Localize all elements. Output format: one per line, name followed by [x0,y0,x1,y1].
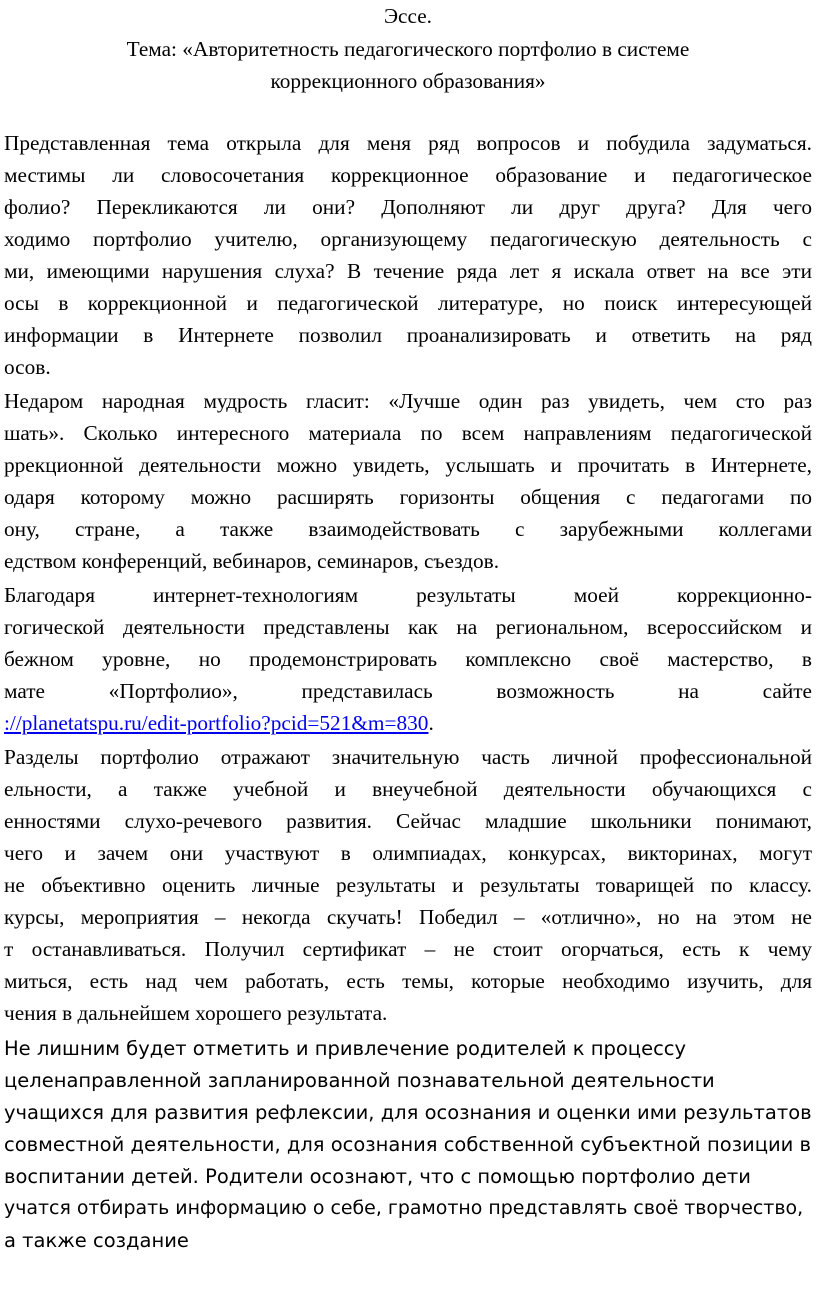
paragraph-4-line: т останавливаться. Получил сертификат – не стоит огорчаться, есть к чему [4,937,812,961]
paragraph-1-line: фолио? Перекликаются ли они? Дополняют ли друг друга? Для чего [4,195,812,219]
paragraph-1-line: Представленная тема открыла для меня ряд вопросов и побудила задуматься. [4,131,812,155]
paragraph-4-line: Разделы портфолио отражают значительную часть личной профессиональной [4,745,812,769]
paragraph-4-line: ельности, а также учебной и внеучебной деятельности обучающихся с [4,777,812,801]
paragraph-3-line: Благодаря интернет-технологиям результаты моей коррекционно- [4,583,812,607]
paragraph-2-line: едством конференций, вебинаров, семинаров, съездов. [4,549,500,573]
paragraph-4-line: чего и зачем они участвуют в олимпиадах, конкурсах, викторинах, могут [4,841,812,865]
paragraph-5-line: Не лишним будет отметить и привлечение родителей к процессу [4,1037,687,1060]
paragraph-1-line: местимы ли словосочетания коррекционное образование и педагогическое [4,163,812,187]
paragraph-1-line: информации в Интернете позволил проанализировать и ответить на ряд [4,323,812,347]
essay-topic-line-1: Тема: «Авторитетность педагогического портфолио в системе [126,37,690,61]
paragraph-5-line: воспитании детей. Родители осознают, что с помощью портфолио дети [4,1165,751,1188]
paragraph-2-line: шать». Сколько интересного материала по всем направлениям педагогической [4,421,812,445]
paragraph-3-line: мате «Портфолио», представилась возможность на сайте [4,679,812,703]
paragraph-4-line: курсы, мероприятия – некогда скучать! Победил – «отлично», но на этом не [4,905,812,929]
paragraph-5-line: целенаправленной запланированной познавательной деятельности [4,1069,715,1092]
paragraph-5-line: учатся отбирать информацию о себе, грамотно представлять своё творчество, [4,1197,804,1219]
paragraph-3-link-line [4,711,434,736]
paragraph-5-line: учащихся для развития рефлексии, для осознания и оценки ими результатов [4,1101,812,1124]
portfolio-link[interactable]: ://planetatspu.ru/edit-portfolio?pcid=521&m=830 [4,711,429,735]
paragraph-2-line: Недаром народная мудрость гласит: «Лучше один раз увидеть, чем сто раз [4,389,812,413]
paragraph-4-line: чения в дальнейшем хорошего результата. [4,1001,388,1025]
essay-title: Эссе. [383,4,432,28]
essay-topic-line-2: коррекционного образования» [270,69,546,93]
paragraph-4-line: енностями слухо-речевого развития. Сейчас младшие школьники понимают, [4,809,812,833]
paragraph-3-line: гогической деятельности представлены как на региональном, всероссийском и [4,615,812,639]
paragraph-2-line: одаря которому можно расширять горизонты общения с педагогами по [4,485,812,509]
link-tail: . [428,711,434,735]
paragraph-1-line: осы в коррекционной и педагогической литературе, но поиск интересующей [4,291,812,315]
paragraph-4-line: не объективно оценить личные результаты и результаты товарищей по классу. [4,873,812,897]
paragraph-1-line: осов. [4,355,51,379]
paragraph-5-line: совместной деятельности, для осознания собственной субъектной позиции в [4,1133,812,1156]
paragraph-2-line: ррекционной деятельности можно увидеть, услышать и прочитать в Интернете, [4,453,812,477]
paragraph-3-line: бежном уровне, но продемонстрировать комплексно своё мастерство, в [4,647,812,671]
paragraph-2-line: ону, стране, а также взаимодействовать с зарубежными коллегами [4,517,812,541]
paragraph-5-line: а также создание [4,1229,189,1252]
paragraph-1-line: ми, имеющими нарушения слуха? В течение ряда лет я искала ответ на все эти [4,259,812,283]
paragraph-1-line: ходимо портфолио учителю, организующему педагогическую деятельность с [4,227,812,251]
paragraph-4-line: миться, есть над чем работать, есть темы, которые необходимо изучить, для [4,969,812,993]
